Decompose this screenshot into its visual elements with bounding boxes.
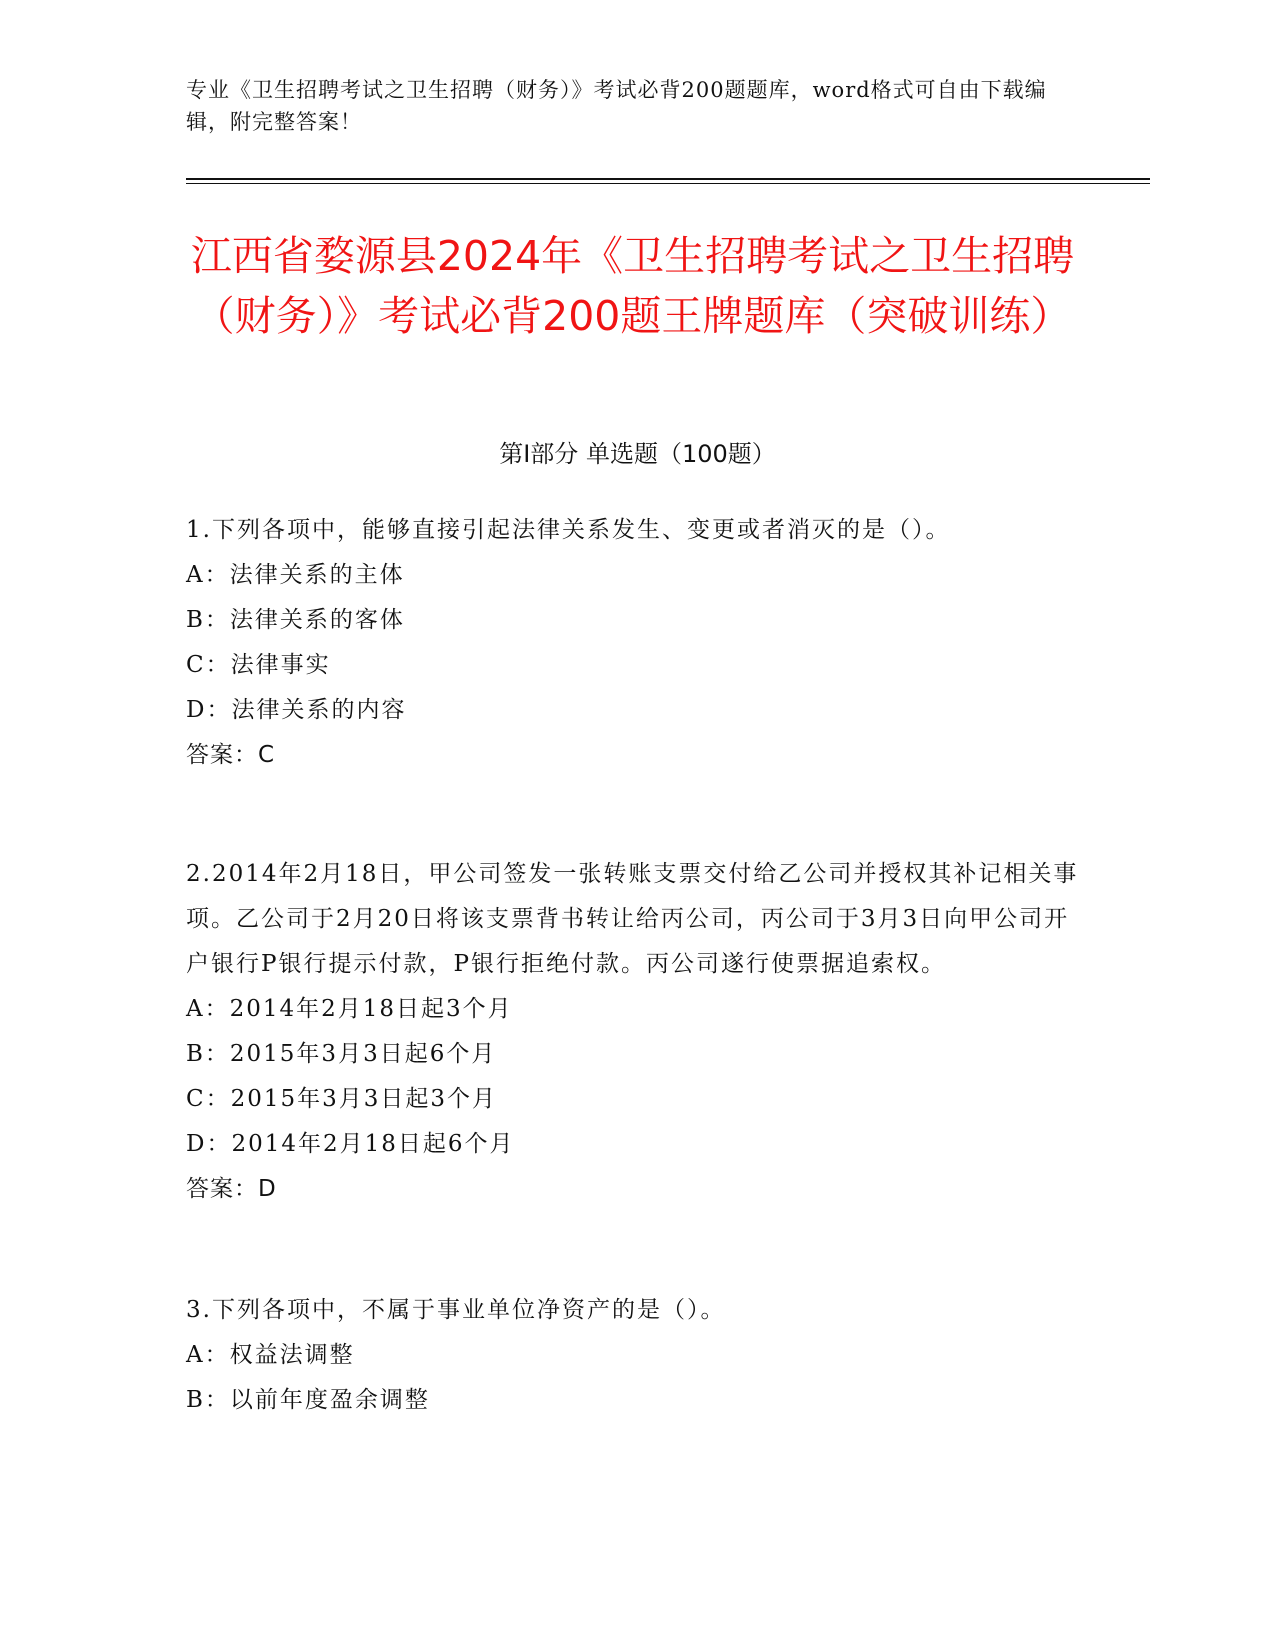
question-stem: 3.下列各项中，不属于事业单位净资产的是（）。 bbox=[186, 1297, 726, 1323]
answer: 答案：D bbox=[186, 1176, 277, 1202]
document-intro: 专业《卫生招聘考试之卫生招聘（财务）》考试必背200题题库，word格式可自由下载编辑，附完整答案！ bbox=[186, 78, 1047, 134]
option-b: B：2015年3月3日起6个月 bbox=[186, 1041, 497, 1067]
option-a: A：2014年2月18日起3个月 bbox=[186, 996, 513, 1022]
question-3 bbox=[186, 1288, 1086, 1423]
header-divider-thick bbox=[186, 178, 1150, 180]
question-1 bbox=[186, 508, 1086, 778]
option-a: A：权益法调整 bbox=[186, 1342, 355, 1368]
option-c: C：法律事实 bbox=[186, 652, 331, 678]
question-stem: 2.2014年2月18日，甲公司签发一张转账支票交付给乙公司并授权其补记相关事项。乙公司于2月20日将该支票背书转让给丙公司，丙公司于3月3日向甲公司开户银行P银行提示付款，P银行拒绝付款。丙公司遂行使票据追索权。 bbox=[186, 861, 1079, 977]
document-title: 江西省婺源县2024年《卫生招聘考试之卫生招聘（财务）》考试必背200题王牌题库（突破训练） bbox=[190, 232, 1075, 340]
question-stem: 1.下列各项中，能够直接引起法律关系发生、变更或者消灭的是（）。 bbox=[186, 517, 951, 543]
option-b: B：以前年度盈余调整 bbox=[186, 1387, 430, 1413]
section-heading: 第Ⅰ部分 单选题（100题） bbox=[499, 440, 776, 468]
header-divider-thin bbox=[186, 183, 1150, 184]
option-c: C：2015年3月3日起3个月 bbox=[186, 1086, 498, 1112]
question-2 bbox=[186, 852, 1086, 1212]
option-b: B：法律关系的客体 bbox=[186, 607, 405, 633]
option-d: D：2014年2月18日起6个月 bbox=[186, 1131, 515, 1157]
option-d: D：法律关系的内容 bbox=[186, 697, 407, 723]
answer: 答案：C bbox=[186, 742, 276, 768]
option-a: A：法律关系的主体 bbox=[186, 562, 405, 588]
